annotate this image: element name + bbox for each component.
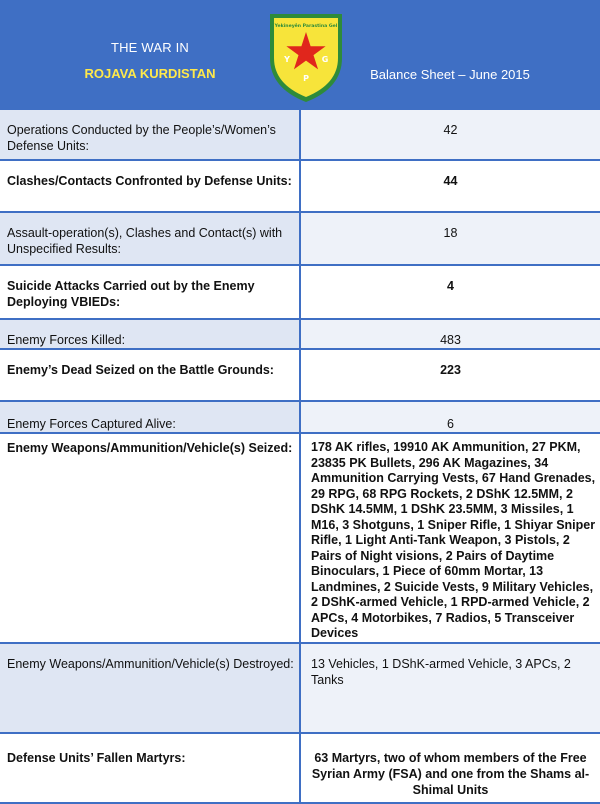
row-label: Enemy Weapons/Ammunition/Vehicle(s) Seized:: [0, 433, 300, 643]
emblem-letter-p: P: [303, 74, 309, 83]
row-value: 63 Martyrs, two of whom members of the Free Syrian Army (FSA) and one from the Shams al-Shimal Units: [300, 733, 600, 803]
row-value: 178 AK rifles, 19910 AK Ammunition, 27 PKM, 23835 PK Bullets, 296 AK Magazines, 34 Ammunition Carrying Vests, 67 Hand Grenades, 29 RPG, 68 RPG Rockets, 2 DShK 12.5MM, 2 DShK 14.5MM, 1 DShK 23.5MM, 3 Missiles, 1 M16, 3 Shotguns, 1 Sniper Rifle, 1 Shiyar Sniper Rifle, 1 Light Anti-Tank Weapon, 3 Pistols, 2 Pairs of Night visions, 2 Pairs of Daytime Binoculars, 1 Piece of 60mm Mortar, 13 Landmines, 2 Suicide Vests, 9 Military Vehicles, 2 DShK-armed Vehicle, 1 RPD-armed Vehicle, 2 APCs, 4 Motorbikes, 7 Radios, 5 Transceiver Devices: [300, 433, 600, 643]
emblem-arc-text: Yekîneyên Parastina Gel: [274, 24, 338, 29]
row-label: Enemy Forces Killed:: [0, 319, 300, 349]
emblem-letter-y: Y: [284, 55, 290, 64]
row-label: Defense Units’ Fallen Martyrs:: [0, 733, 300, 803]
title-line-1: THE WAR IN: [110, 40, 190, 55]
row-value: 42: [300, 110, 600, 160]
table-row: [0, 160, 600, 212]
header-banner: [0, 0, 600, 110]
title-line-2: ROJAVA KURDISTAN: [84, 66, 216, 81]
row-value: 13 Vehicles, 1 DShK-armed Vehicle, 3 APCs, 2 Tanks: [300, 643, 600, 733]
row-label: Suicide Attacks Carried out by the Enemy Deploying VBIEDs:: [0, 265, 300, 319]
row-value: 44: [300, 160, 600, 212]
ypg-emblem-icon: [266, 10, 346, 106]
row-value: 18: [300, 212, 600, 265]
row-value: 223: [300, 349, 600, 401]
table-row: [0, 733, 600, 803]
table-row: [0, 212, 600, 265]
table-row: [0, 643, 600, 733]
balance-sheet-label: Balance Sheet – June 2015: [370, 67, 530, 82]
table-row: [0, 433, 600, 643]
table-row: [0, 319, 600, 349]
emblem-letter-g: G: [321, 55, 329, 64]
row-label: Enemy’s Dead Seized on the Battle Grounds:: [0, 349, 300, 401]
row-value: 4: [300, 265, 600, 319]
row-value: 6: [300, 401, 600, 433]
balance-sheet-table: [0, 110, 600, 804]
table-row: [0, 401, 600, 433]
row-label: Assault-operation(s), Clashes and Contact(s) with Unspecified Results:: [0, 212, 300, 265]
table-row: [0, 349, 600, 401]
table-row: [0, 265, 600, 319]
row-label: Enemy Weapons/Ammunition/Vehicle(s) Destroyed:: [0, 643, 300, 733]
row-label: Enemy Forces Captured Alive:: [0, 401, 300, 433]
table-row: [0, 110, 600, 160]
row-value: 483: [300, 319, 600, 349]
row-label: Clashes/Contacts Confronted by Defense Units:: [0, 160, 300, 212]
row-label: Operations Conducted by the People’s/Women’s Defense Units:: [0, 110, 300, 160]
